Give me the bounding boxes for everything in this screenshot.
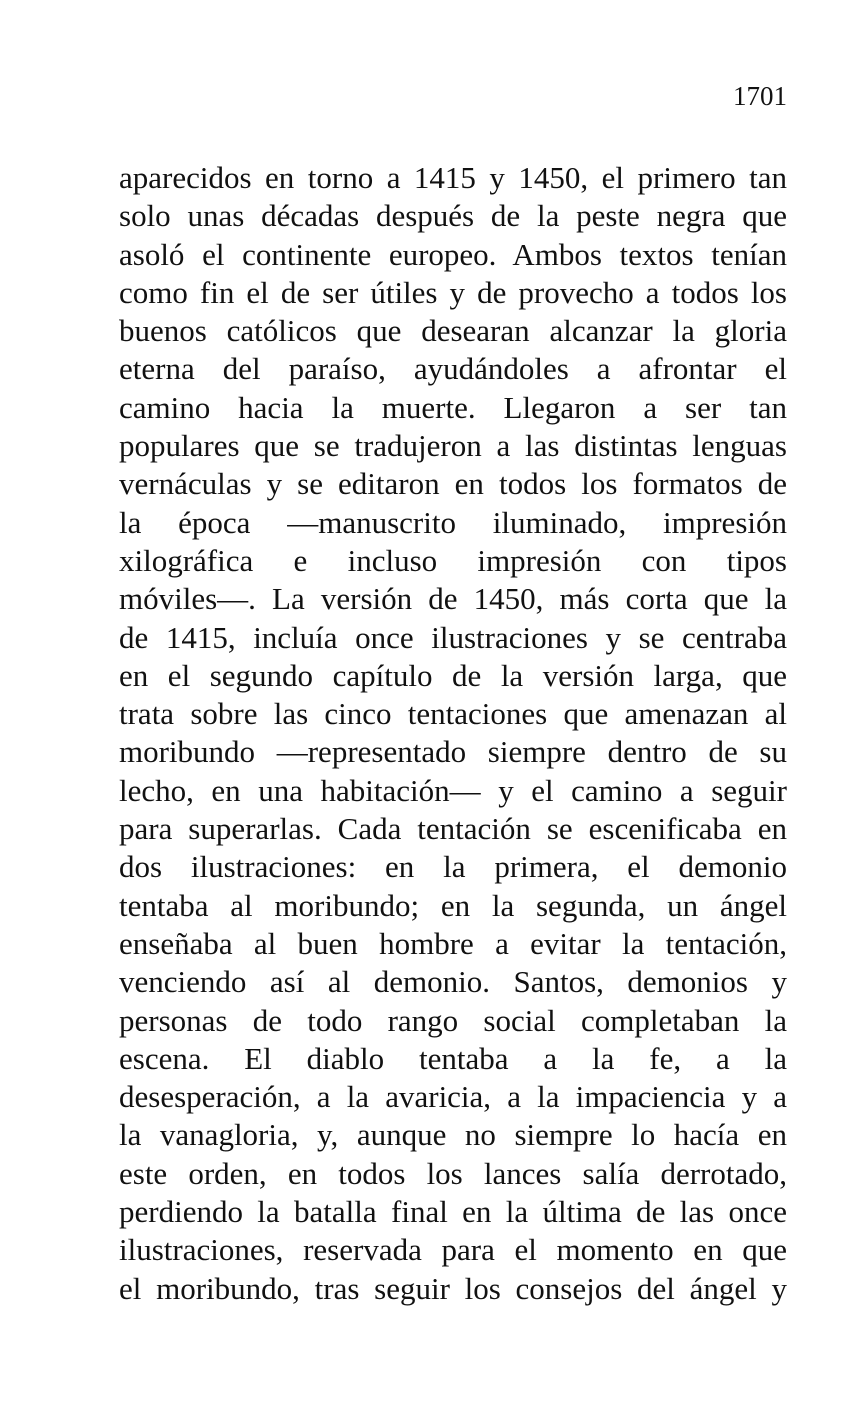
text-line: en el segundo capítulo de la versión larga, que xyxy=(119,657,787,693)
text-line: eterna del paraíso, ayudándoles a afrontar el xyxy=(119,351,787,387)
text-line: venciendo así al demonio. Santos, demonios y xyxy=(119,964,787,1000)
text-line: el moribundo, tras seguir los consejos del ángel y xyxy=(119,1270,787,1306)
text-line: móviles—. La versión de 1450, más corta que la xyxy=(119,581,787,617)
page-number: 1701 xyxy=(733,81,787,111)
text-line: como fin el de ser útiles y de provecho a todos los xyxy=(119,274,787,310)
text-line: buenos católicos que desearan alcanzar la gloria xyxy=(119,313,787,349)
text-line: este orden, en todos los lances salía derrotado, xyxy=(119,1155,787,1191)
text-line: desesperación, a la avaricia, a la impaciencia y a xyxy=(119,1079,787,1115)
text-line: xilográfica e incluso impresión con tipos xyxy=(119,542,787,578)
text-line: tentaba al moribundo; en la segunda, un ángel xyxy=(119,887,787,923)
text-line: populares que se tradujeron a las distintas lenguas xyxy=(119,428,787,464)
body-paragraph xyxy=(119,159,787,1308)
text-line: escena. El diablo tentaba a la fe, a la xyxy=(119,1040,787,1076)
text-line: lecho, en una habitación— y el camino a seguir xyxy=(119,772,787,808)
text-line: camino hacia la muerte. Llegaron a ser tan xyxy=(119,389,787,425)
text-line: asoló el continente europeo. Ambos textos tenían xyxy=(119,236,787,272)
text-line: trata sobre las cinco tentaciones que amenazan al xyxy=(119,696,787,732)
text-line: para superarlas. Cada tentación se escenificaba en xyxy=(119,811,787,847)
text-line: enseñaba al buen hombre a evitar la tentación, xyxy=(119,925,787,961)
text-line: aparecidos en torno a 1415 y 1450, el primero tan xyxy=(119,160,787,195)
text-line: dos ilustraciones: en la primera, el demonio xyxy=(119,849,787,885)
text-line: personas de todo rango social completaban la xyxy=(119,1002,787,1038)
text-line: moribundo —representado siempre dentro de su xyxy=(119,734,787,770)
text-line: vernáculas y se editaron en todos los formatos de xyxy=(119,466,787,502)
text-line: la época —manuscrito iluminado, impresión xyxy=(119,504,787,540)
text-line: solo unas décadas después de la peste negra que xyxy=(119,198,787,234)
text-line: de 1415, incluía once ilustraciones y se centraba xyxy=(119,619,787,655)
text-line: ilustraciones, reservada para el momento en que xyxy=(119,1232,787,1268)
text-line: perdiendo la batalla final en la última de las once xyxy=(119,1194,787,1230)
text-line: la vanagloria, y, aunque no siempre lo hacía en xyxy=(119,1117,787,1153)
